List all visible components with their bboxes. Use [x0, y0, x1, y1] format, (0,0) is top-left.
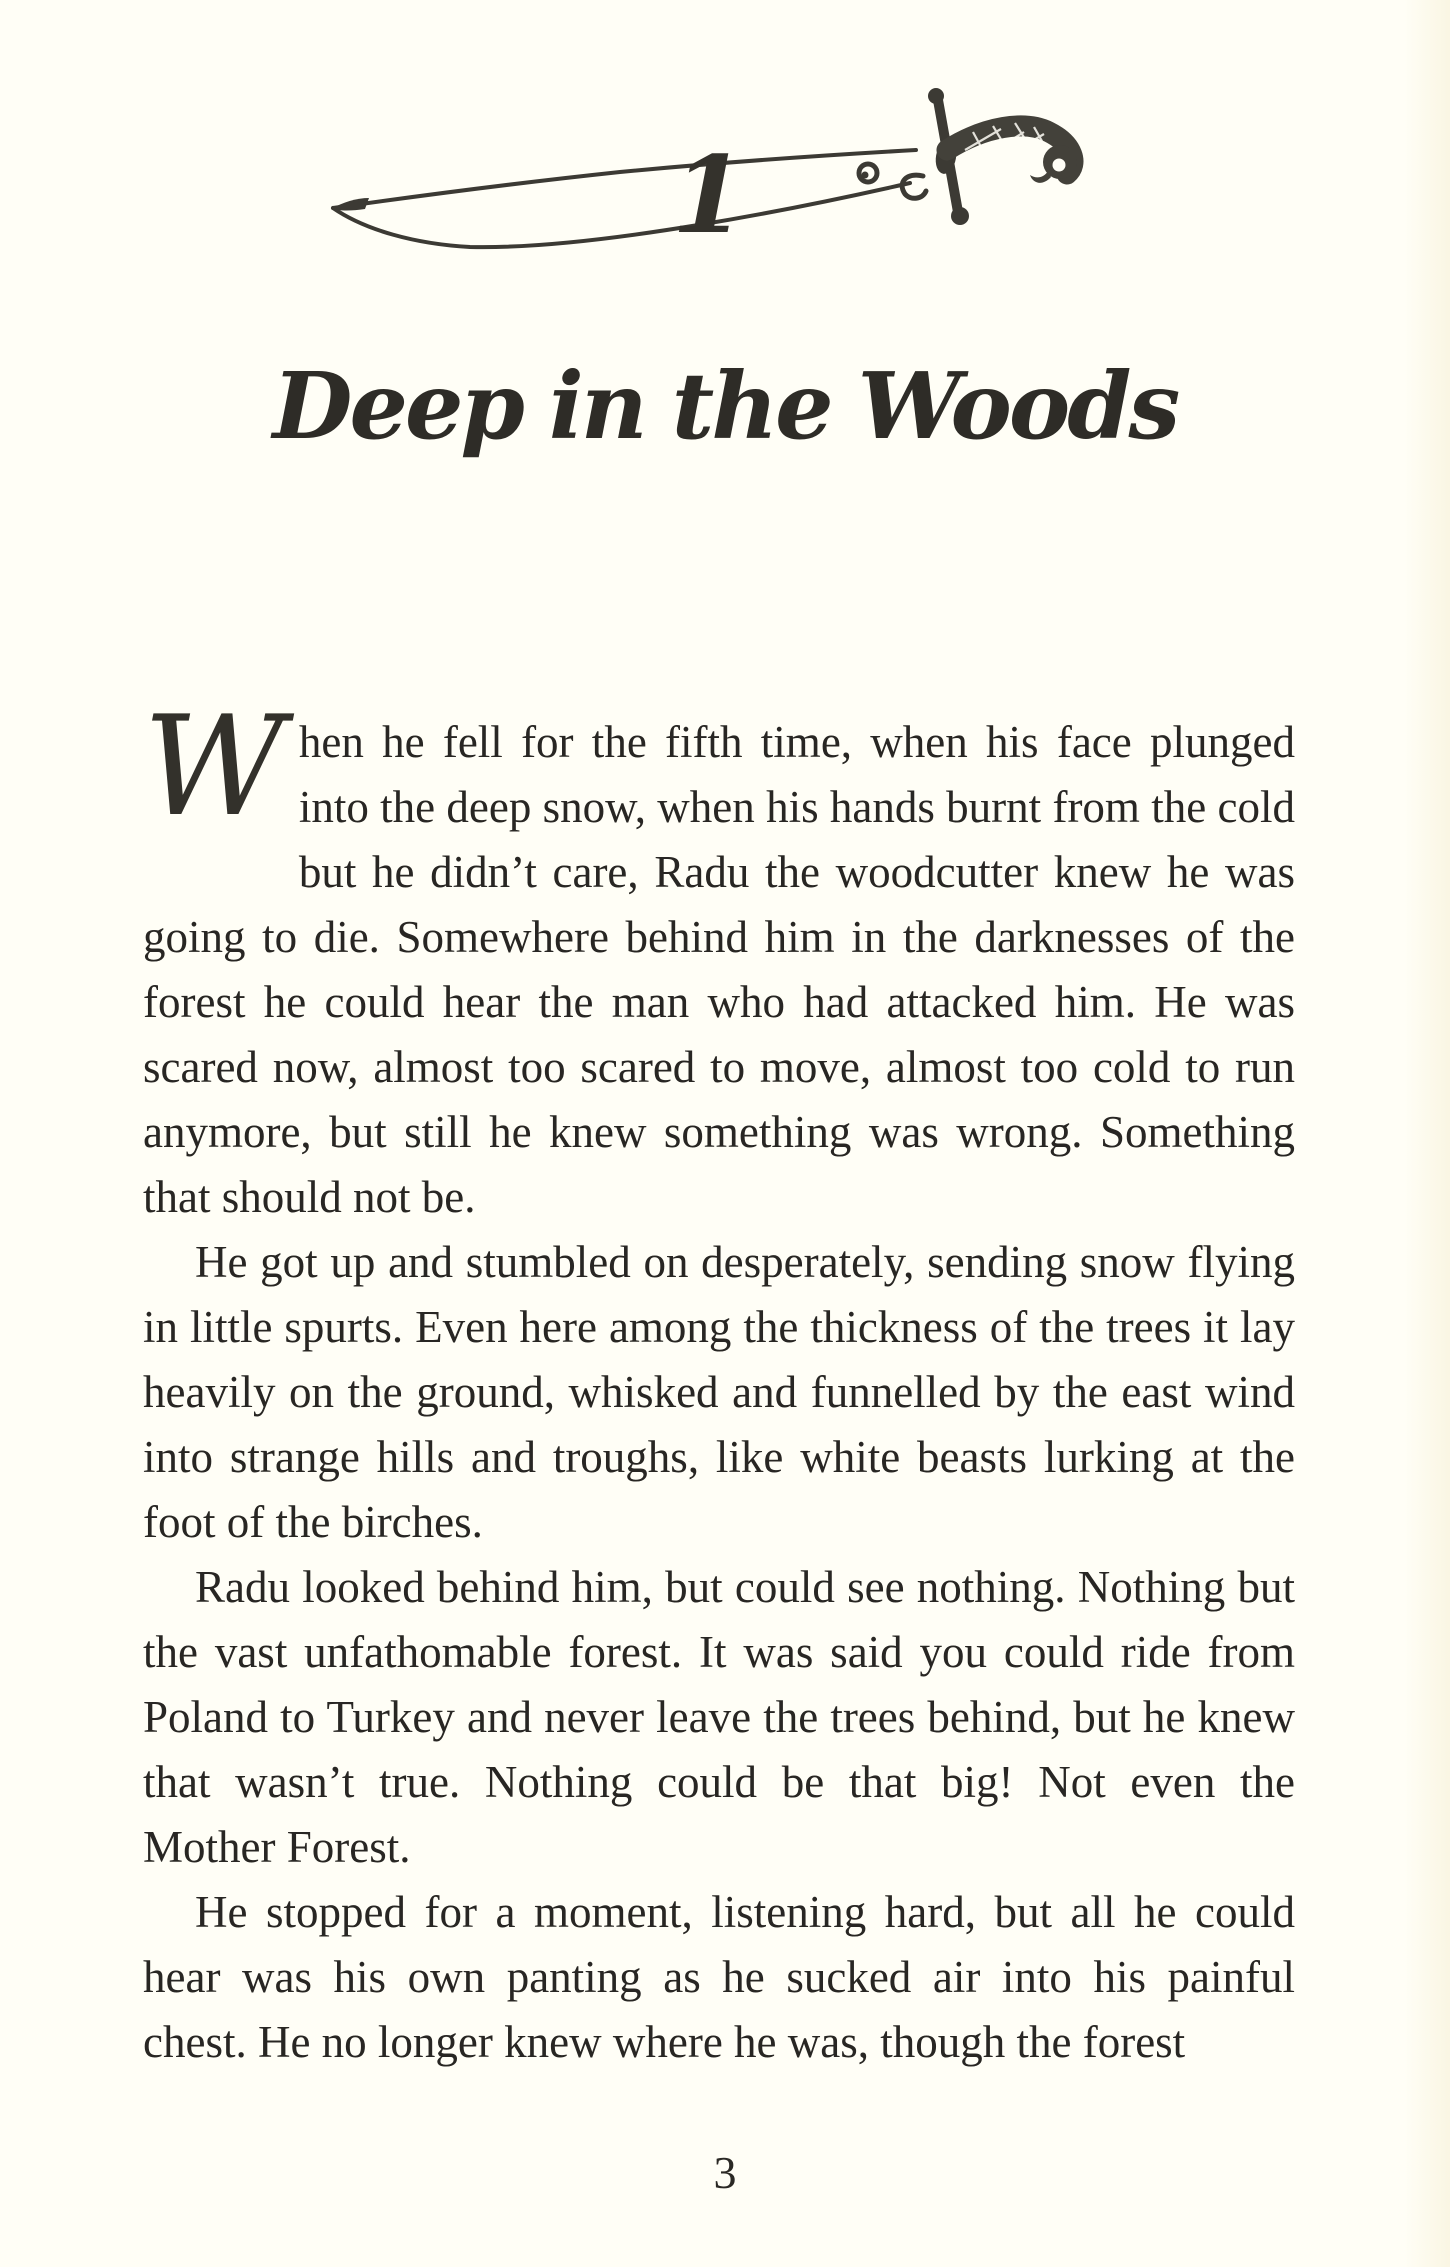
paragraph-4-text: He stopped for a moment, listening hard, but all he could hear was his own panting as he sucked air into his painful chest. He no longer knew where he was, though the forest: [143, 1887, 1295, 2067]
paragraph-3: [143, 1555, 1295, 1880]
chapter-number: 1: [672, 132, 746, 257]
paragraph-4: [143, 1880, 1295, 2075]
drop-cap: W: [143, 686, 285, 847]
chapter-body: [143, 686, 1295, 2075]
paragraph-1: [143, 686, 1295, 1230]
page-number: 3: [713, 2147, 737, 2198]
paragraph-1-text: hen he fell for the fifth time, when his face plunged into the deep snow, when his hands burnt from the cold but he didn’t care, Radu the woodcutter knew he was going to die. Somewhere behind him in the darknesses of the forest he could hear the man who had attacked him. He was scared now, almost too scared to move, almost too cold to run anymore, but still he knew something was wrong. Something that should not be.: [143, 717, 1295, 1222]
paragraph-2: [143, 1230, 1295, 1555]
page-edge-shading: [1404, 0, 1450, 2267]
paragraph-2-text: He got up and stumbled on desperately, sending snow flying in little spurts. Even here among the thickness of the trees it lay heavily on the ground, whisked and funnelled by the east wind into strange hills and troughs, like white beasts lurking at the foot of the birches.: [143, 1237, 1295, 1547]
paragraph-3-text: Radu looked behind him, but could see nothing. Nothing but the vast unfathomable forest. It was said you could ride from Poland to Turkey and never leave the trees behind, but he knew that wasn’t true. Nothing could be that big! Not even the Mother Forest.: [143, 1562, 1295, 1872]
chapter-title: Deep in the Woods: [272, 352, 1178, 460]
